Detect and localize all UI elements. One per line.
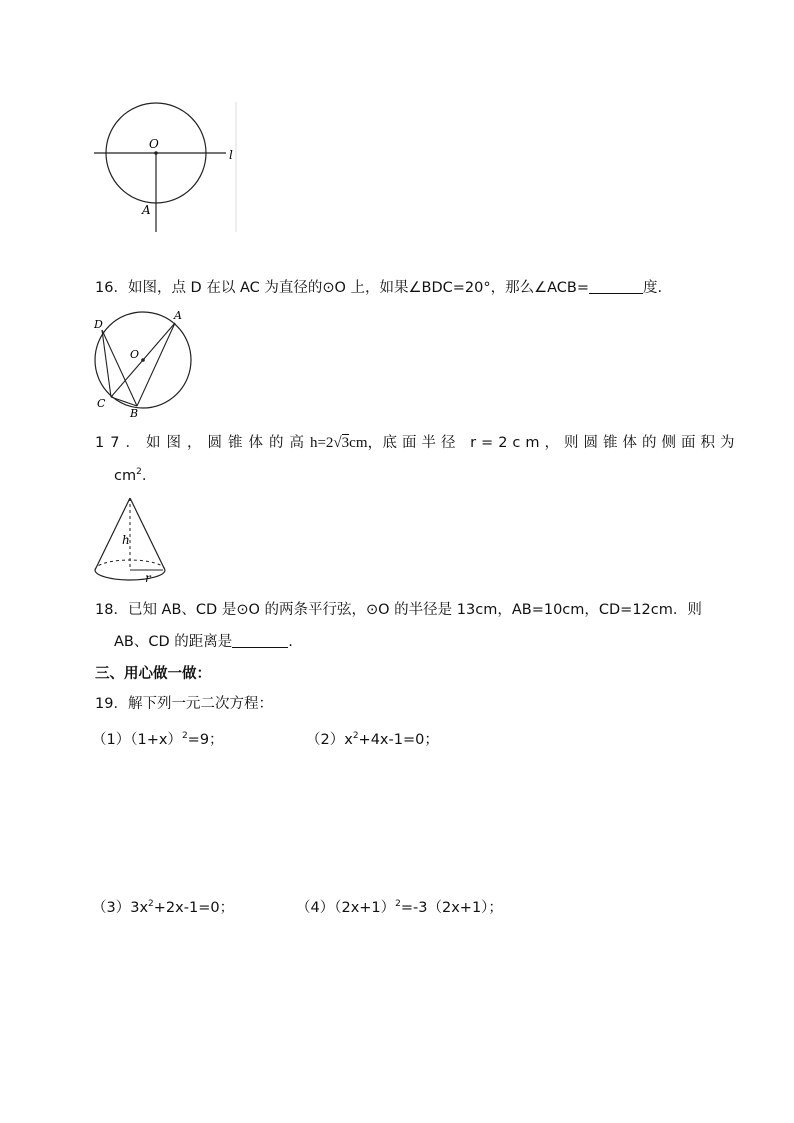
label-o-16: O: [130, 348, 140, 361]
height-expr-radicand: 3: [341, 435, 350, 451]
label-l: l: [229, 148, 233, 162]
part-1-sup: 2: [181, 731, 188, 742]
center-point-o: [154, 151, 158, 155]
question-18-text-2: AB、CD 的距离是: [114, 634, 233, 650]
sqrt-sign: √: [333, 435, 342, 451]
figure-16-svg: [90, 308, 200, 418]
figure-15-circle-line: [88, 98, 248, 238]
figure-17-svg: [90, 494, 170, 586]
part-2-sup: 2: [352, 731, 359, 742]
question-17-text-a: 17．如图，圆锥体的高: [95, 435, 310, 451]
question-18-line-2: [114, 632, 293, 652]
label-d: D: [94, 318, 103, 331]
part-1-b: =9；: [187, 732, 224, 748]
label-a-16: A: [174, 309, 182, 322]
question-17-line-1: [95, 433, 740, 453]
figure-17-cone: [90, 494, 170, 586]
question-19-part-2: [306, 730, 439, 750]
answer-blank-16[interactable]: [589, 279, 643, 294]
answer-blank-18[interactable]: [232, 633, 288, 648]
cone-base-front: [95, 570, 165, 580]
question-18-text-1: 18．已知 AB、CD 是⊙O 的两条平行弦，⊙O 的半径是 13cm，AB=10cm，CD=12cm．则: [95, 602, 702, 618]
part-3-a: （3）3x: [92, 900, 149, 916]
cone-right-edge: [130, 498, 165, 570]
height-expression: [310, 433, 383, 453]
question-19-part-3: [92, 898, 234, 918]
question-16-suffix: 度.: [642, 280, 663, 296]
part-4-sup: 2: [395, 899, 401, 910]
part-3-sup: 2: [148, 899, 154, 910]
question-19-part-1: [92, 730, 224, 750]
part-4-b: =-3（2x+1）；: [400, 900, 503, 916]
label-o: O: [149, 137, 159, 151]
label-h: h: [122, 533, 130, 547]
part-3-b: +2x-1=0；: [153, 900, 235, 916]
part-1-a: （1）（1+x）: [92, 732, 182, 748]
chord-ab: [137, 323, 175, 406]
question-18-end: .: [288, 634, 293, 650]
label-r: r: [145, 571, 151, 585]
center-point-o-16: [141, 358, 145, 362]
question-17-line-2: [114, 466, 146, 486]
question-19-part-4: [296, 898, 503, 918]
question-19-title: 19．解下列一元二次方程：: [95, 696, 273, 712]
part-2-a: （2）x: [306, 732, 353, 748]
question-17-text-b: 底面半径 r=2cm，则圆锥体的侧面积为: [382, 435, 740, 451]
label-c: C: [97, 397, 106, 410]
height-expr-unit: cm，: [349, 435, 383, 451]
question-16-text: 16．如图，点 D 在以 AC 为直径的⊙O 上，如果∠BDC=20°，那么∠ACB=: [95, 280, 589, 296]
question-16: [95, 278, 662, 298]
part-4-a: （4）（2x+1）: [296, 900, 396, 916]
figure-16-inscribed: [90, 308, 200, 418]
label-b: B: [130, 407, 139, 418]
height-expr-pre: h=2: [309, 435, 334, 451]
label-a: A: [142, 203, 151, 217]
figure-15-svg: [88, 98, 248, 238]
question-18-line-1: [95, 600, 702, 620]
question-17-unit-sup: 2: [136, 467, 142, 478]
question-17-unit: cm: [114, 468, 137, 484]
section-3-title: 三、用心做一做：: [95, 666, 211, 682]
part-2-b: +4x-1=0；: [358, 732, 439, 748]
question-17-end: .: [141, 468, 147, 484]
